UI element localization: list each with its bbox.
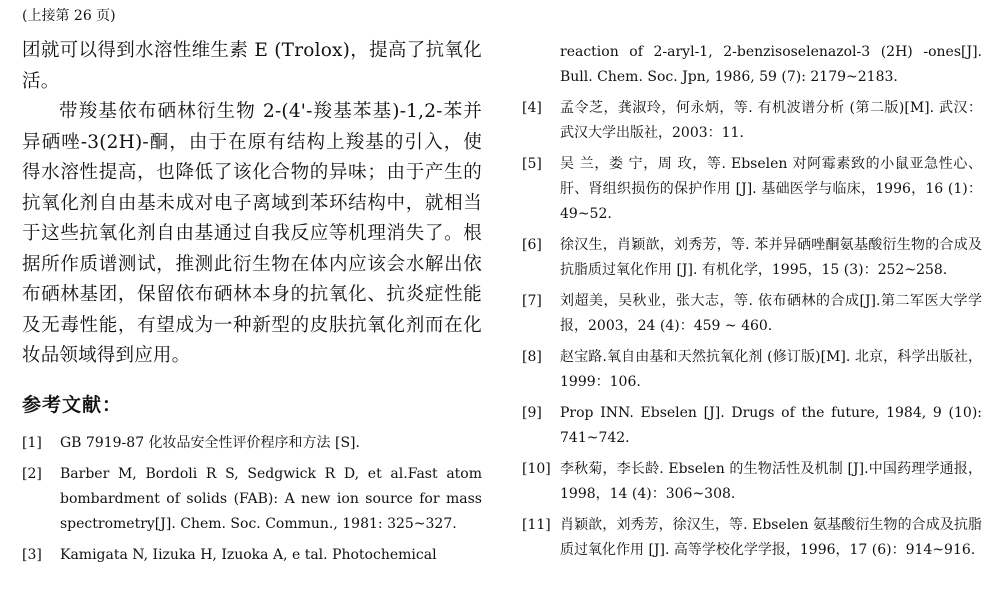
reference-list-left	[22, 431, 482, 568]
reference-item	[522, 233, 982, 283]
reference-number: [10]	[522, 461, 551, 477]
reference-item	[522, 345, 982, 395]
body-paragraph: 团就可以得到水溶性维生素 E (Trolox)，提高了抗氧化活。	[22, 40, 482, 92]
reference-list-right	[522, 96, 982, 563]
reference-item	[22, 543, 482, 568]
reference-item	[522, 289, 982, 339]
reference-text: 赵宝路.氧自由基和天然抗氧化剂 (修订版)[M]. 北京，科学出版社，1999：106.	[560, 349, 982, 390]
reference-text: 刘超美，吴秋业，张大志，等. 依布硒林的合成[J].第二军医大学学报，2003，24 (4)：459 ~ 460.	[560, 293, 982, 334]
body-paragraph: 带羧基依布硒林衍生物 2-(4'-羧基苯基)-1,2-苯并异硒唑-3(2H)-酮，由于在原有结构上羧基的引入，使得水溶性提高，也降低了该化合物的异味；由于产生的抗氧化剂自由基未成对电子离域到苯环结构中，就相当于这些抗氧化剂自由基通过自我反应等机理消失了。根据所作质谱测试，推测此衍生物在体内应该会水解出依布硒林基团，保留依布硒林本身的抗氧化、抗炎症性能及无毒性能，有望成为一种新型的皮肤抗氧化剂而在化妆品领域得到应用。	[22, 101, 482, 366]
reference-text: Barber M, Bordoli R S, Sedgwick R D, et al.Fast atom bombardment of solids (FAB): A new ion source for mass spectrometry[J]. Chem. Soc. Commun., 1981: 325~327.	[60, 465, 482, 532]
reference-number: [7]	[522, 293, 542, 309]
reference-number: [4]	[522, 100, 542, 116]
reference-text: 肖颖歆，刘秀芳，徐汉生，等. Ebselen 氨基酸衍生物的合成及抗脂质过氧化作用 [J]. 高等学校化学学报，1996，17 (6)：914~916.	[560, 517, 982, 558]
reference-item	[522, 152, 982, 227]
reference-text: Prop INN. Ebselen [J]. Drugs of the future, 1984, 9 (10): 741~742.	[560, 405, 982, 446]
reference-text: GB 7919-87 化妆品安全性评价程序和方法 [S].	[60, 434, 360, 451]
reference-text: 吴 兰，娄 宁，周 玫，等. Ebselen 对阿霉素致的小鼠亚急性心、肝、肾组织损伤的保护作用 [J]. 基础医学与临床，1996，16 (1)：49~52.	[560, 156, 982, 222]
left-column	[22, 36, 482, 574]
reference-item	[22, 431, 482, 456]
reference-number: [1]	[22, 434, 42, 451]
reference-number: [3]	[22, 546, 42, 563]
reference-number: [8]	[522, 349, 542, 365]
reference-number: [6]	[522, 237, 542, 253]
continued-from-note: (上接第 26 页)	[22, 8, 116, 24]
reference-text: Kamigata N, Iizuka H, Izuoka A, e tal. Photochemical	[60, 546, 437, 563]
references-heading: 参考文献：	[22, 393, 123, 416]
reference-number: [9]	[522, 405, 542, 421]
reference-text: 孟令芝，龚淑玲，何永炳，等. 有机波谱分析 (第二版)[M]. 武汉：武汉大学出版社，2003：11.	[560, 100, 982, 141]
reference-number: [11]	[522, 517, 551, 533]
reference-number: [5]	[522, 156, 542, 172]
reference-continuation: reaction of 2-aryl-1, 2-benzisoselenazol-3 (2H) -ones[J]. Bull. Chem. Soc. Jpn, 1986, 59 (7): 2179~2183.	[560, 44, 982, 85]
reference-item	[522, 457, 982, 507]
reference-item	[522, 401, 982, 451]
reference-text: 徐汉生，肖颖歆，刘秀芳，等. 苯并异硒唑酮氨基酸衍生物的合成及抗脂质过氧化作用 [J]. 有机化学，1995，15 (3)：252~258.	[560, 237, 982, 278]
reference-text: 李秋菊，李长龄. Ebselen 的生物活性及机制 [J].中国药理学通报，1998，14 (4)：306~308.	[560, 461, 982, 502]
reference-item	[522, 513, 982, 563]
reference-number: [2]	[22, 465, 42, 482]
right-column	[522, 40, 982, 569]
reference-item	[522, 96, 982, 146]
reference-item	[22, 462, 482, 537]
